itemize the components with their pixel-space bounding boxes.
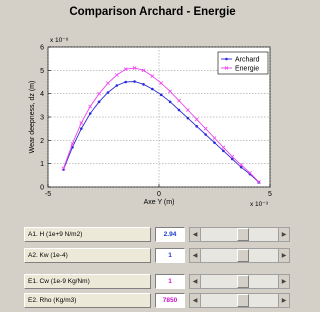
- param-slider-h[interactable]: [189, 227, 290, 242]
- x-tick-label: -5: [44, 191, 52, 198]
- y-tick-label: 1: [40, 161, 44, 169]
- window-title: Comparison Archard - Energie: [69, 6, 236, 18]
- data-point-archard: [107, 91, 110, 94]
- slider-left-arrow-icon[interactable]: ◀: [190, 249, 201, 262]
- slider-right-arrow-icon[interactable]: ▶: [278, 294, 289, 307]
- slider-right-arrow-icon[interactable]: ▶: [278, 228, 289, 241]
- legend-label-energie: Energie: [235, 65, 260, 73]
- y-tick-label: 5: [40, 67, 44, 75]
- data-point-archard: [160, 94, 163, 97]
- data-point-archard: [213, 141, 216, 144]
- param-slider-rho[interactable]: [189, 293, 290, 308]
- data-point-archard: [142, 83, 145, 86]
- param-row-kw: [24, 248, 290, 263]
- slider-thumb[interactable]: [237, 249, 249, 262]
- x-tick-label: 0: [157, 191, 161, 198]
- slider-left-arrow-icon[interactable]: ◀: [190, 228, 201, 241]
- data-point-archard: [133, 80, 136, 83]
- data-point-archard: [169, 101, 172, 104]
- slider-left-arrow-icon[interactable]: ◀: [190, 294, 201, 307]
- y-tick-label: 4: [40, 91, 44, 99]
- y-axis-label: Wear deepness, dz (m): [29, 80, 36, 154]
- param-row-cw: [24, 274, 290, 289]
- data-point-archard: [89, 112, 92, 115]
- y-tick-label: 3: [40, 114, 44, 122]
- param-slider-cw[interactable]: [189, 274, 290, 289]
- param-label-kw: A2. Kw (1e-4): [24, 248, 151, 263]
- param-value-kw[interactable]: 1: [155, 248, 185, 263]
- x-tick-label: 5: [268, 191, 272, 198]
- data-point-archard: [80, 127, 83, 130]
- y-tick-label: 6: [40, 44, 44, 52]
- legend-marker-archard: [225, 58, 228, 61]
- data-point-archard: [151, 88, 154, 91]
- param-label-rho: E2. Rho (Kg/m3): [24, 293, 151, 308]
- param-slider-kw[interactable]: [189, 248, 290, 263]
- y-tick-label: 0: [40, 184, 44, 192]
- param-row-rho: [24, 293, 290, 308]
- param-label-h: A1. H (1e+9 N/m2): [24, 227, 151, 242]
- x-exponent-label: x 10⁻³: [250, 201, 268, 208]
- param-value-rho[interactable]: 7850: [155, 293, 185, 308]
- slider-thumb[interactable]: [237, 275, 249, 288]
- data-point-archard: [124, 81, 127, 84]
- y-tick-label: 2: [40, 137, 44, 145]
- slider-thumb[interactable]: [237, 294, 249, 307]
- data-point-archard: [204, 133, 207, 136]
- data-point-archard: [187, 117, 190, 120]
- y-exponent-label: x 10⁻⁸: [50, 37, 69, 44]
- param-label-cw: E1. Cw (1e-9 Kg/Nm): [24, 274, 151, 289]
- slider-right-arrow-icon[interactable]: ▶: [278, 249, 289, 262]
- slider-thumb[interactable]: [237, 228, 249, 241]
- param-value-h[interactable]: 2.94: [155, 227, 185, 242]
- slider-right-arrow-icon[interactable]: ▶: [278, 275, 289, 288]
- param-row-h: [24, 227, 290, 242]
- legend-label-archard: Archard: [235, 56, 260, 64]
- data-point-archard: [98, 101, 101, 104]
- slider-left-arrow-icon[interactable]: ◀: [190, 275, 201, 288]
- param-value-cw[interactable]: 1: [155, 274, 185, 289]
- data-point-archard: [116, 84, 119, 87]
- data-point-archard: [178, 109, 181, 112]
- data-point-archard: [222, 150, 225, 153]
- x-axis-label: Axe Y (m): [143, 199, 175, 206]
- data-point-archard: [195, 125, 198, 128]
